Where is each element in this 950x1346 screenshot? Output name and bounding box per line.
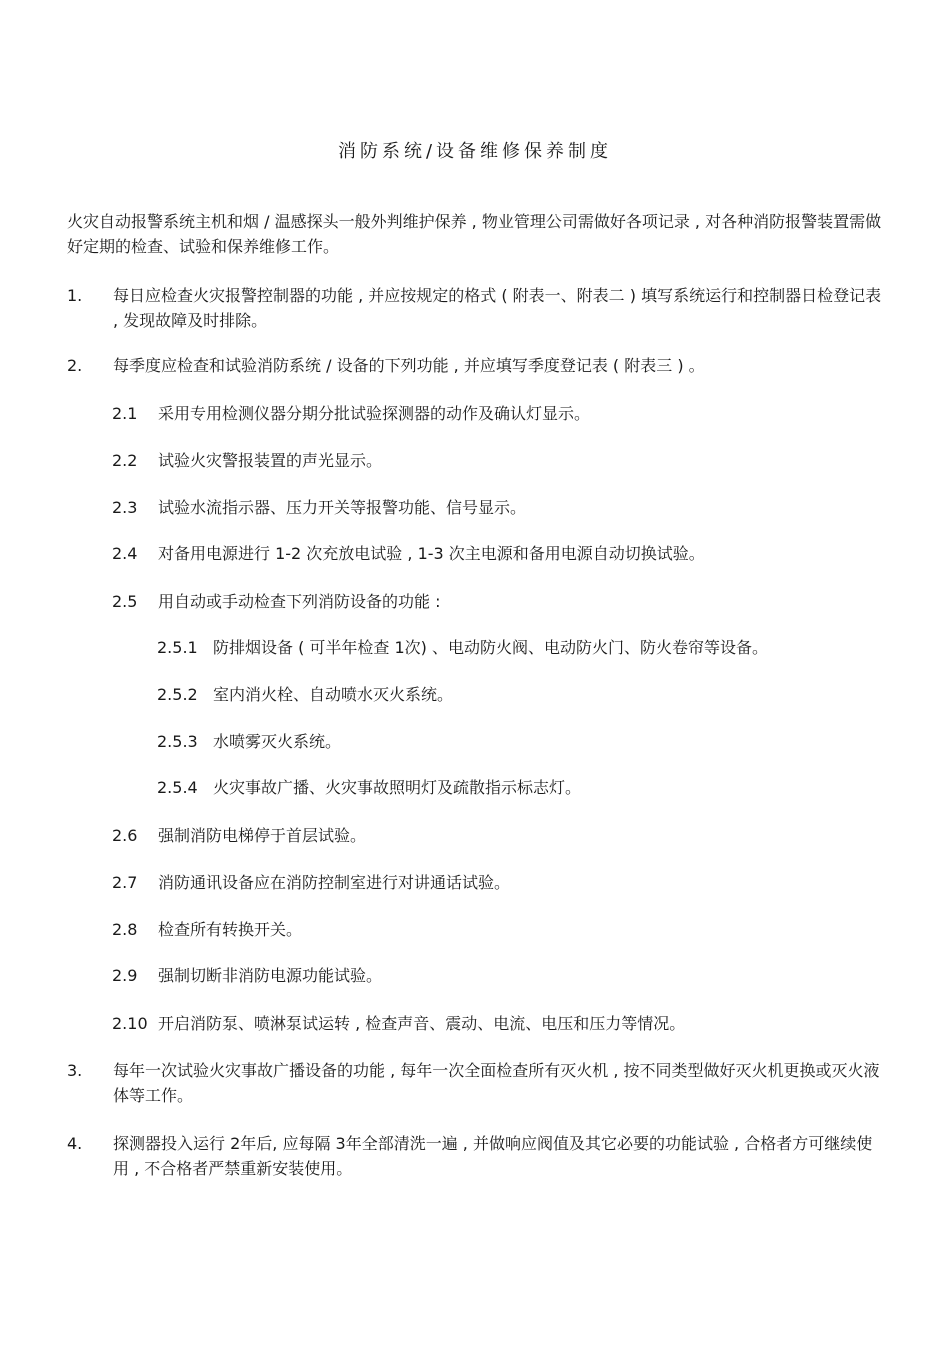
sub-item-text: 用自动或手动检查下列消防设备的功能 : [158, 592, 441, 611]
item-text: 每日应检查火灾报警控制器的功能 , 并应按规定的格式 ( 附表一、附表二 ) 填写系统运行和控制器日检登记表 , 发现故障及时排除。 [113, 286, 882, 330]
item-number: 3. [67, 1061, 83, 1080]
sub-sub-item-number: 2.5.3 [157, 732, 198, 751]
sub-item-text: 强制切断非消防电源功能试验。 [158, 966, 383, 985]
sub-item-text: 试验火灾警报装置的声光显示。 [158, 451, 383, 470]
sub-sub-item-number: 2.5.2 [157, 685, 198, 704]
sub-item-number: 2.9 [112, 966, 138, 985]
item-text: 每季度应检查和试验消防系统 / 设备的下列功能 , 并应填写季度登记表 ( 附表三 ) 。 [113, 356, 705, 375]
sub-item-number: 2.4 [112, 544, 138, 563]
sub-sub-item-text: 室内消火栓、自动喷水灭火系统。 [213, 685, 454, 704]
sub-item-text: 开启消防泵、喷淋泵试运转 , 检查声音、震动、电流、电压和压力等情况。 [158, 1014, 686, 1033]
sub-item-text: 对备用电源进行 1-2 次充放电试验 , 1-3 次主电源和备用电源自动切换试验。 [158, 544, 705, 563]
sub-item-number: 2.7 [112, 873, 138, 892]
intro-paragraph: 火灾自动报警系统主机和烟 / 温感探头一般外判维护保养 , 物业管理公司需做好各项记录 , 对各种消防报警装置需做好定期的检查、试验和保养维修工作。 [67, 212, 882, 256]
sub-sub-item-text: 火灾事故广播、火灾事故照明灯及疏散指示标志灯。 [213, 778, 582, 797]
sub-item-number: 2.5 [112, 592, 138, 611]
sub-sub-item-text: 防排烟设备 ( 可半年检查 1次) 、电动防火阀、电动防火门、防火卷帘等设备。 [213, 638, 769, 657]
sub-item-number: 2.1 [112, 404, 138, 423]
document-title: 消防系统/设备维修保养制度 [337, 141, 613, 162]
sub-item-number: 2.3 [112, 498, 138, 517]
sub-sub-item-text: 水喷雾灭火系统。 [213, 732, 342, 751]
sub-item-number: 2.6 [112, 826, 138, 845]
sub-item-number: 2.2 [112, 451, 138, 470]
sub-item-number: 2.10 [112, 1014, 148, 1033]
item-text: 探测器投入运行 2年后, 应每隔 3年全部清洗一遍 , 并做响应阀值及其它必要的功能试验 , 合格者方可继续使用 , 不合格者严禁重新安装使用。 [113, 1134, 873, 1178]
item-number: 2. [67, 356, 83, 375]
item-text: 每年一次试验火灾事故广播设备的功能 , 每年一次全面检查所有灭火机 , 按不同类型做好灭火机更换或灭火液体等工作。 [113, 1061, 880, 1105]
sub-sub-item-number: 2.5.1 [157, 638, 198, 657]
item-number: 4. [67, 1134, 83, 1153]
sub-item-text: 试验水流指示器、压力开关等报警功能、信号显示。 [158, 498, 527, 517]
item-number: 1. [67, 286, 83, 305]
sub-item-number: 2.8 [112, 920, 138, 939]
sub-item-text: 检查所有转换开关。 [158, 920, 303, 939]
sub-sub-item-number: 2.5.4 [157, 778, 198, 797]
sub-item-text: 采用专用检测仪器分期分批试验探测器的动作及确认灯显示。 [158, 404, 591, 423]
sub-item-text: 消防通讯设备应在消防控制室进行对讲通话试验。 [158, 873, 511, 892]
sub-item-text: 强制消防电梯停于首层试验。 [158, 826, 367, 845]
